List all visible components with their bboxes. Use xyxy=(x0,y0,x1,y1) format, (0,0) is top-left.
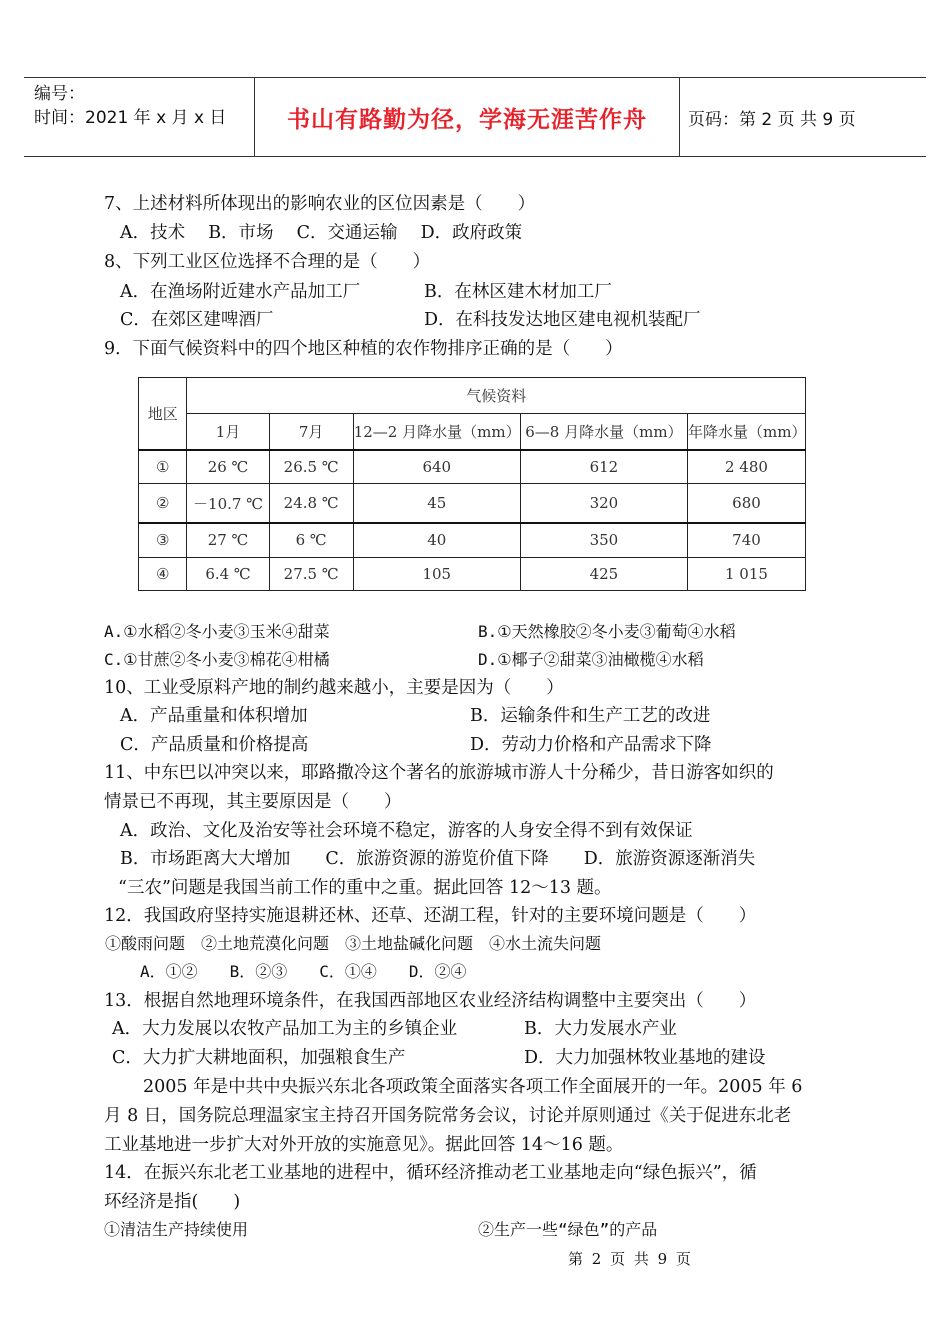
header-region: 地区 xyxy=(139,378,187,450)
q14-item-1: ①清洁生产持续使用 xyxy=(104,1220,249,1239)
q13-option-b: B．大力发展水产业 xyxy=(524,1019,677,1039)
col-header: 6—8 月降水量（mm） xyxy=(520,414,687,450)
table-cell: 640 xyxy=(353,450,520,484)
q9-option-a: A.①水稻②冬小麦③玉米④甜菜 xyxy=(104,622,330,641)
q14-stem-2: 环经济是指( ) xyxy=(104,1192,241,1212)
intro-14-16-line1: 2005 年是中共中央振兴东北各项政策全面落实各项工作全面展开的一年。2005 年 6 xyxy=(143,1077,803,1097)
table-cell: 27.5 ℃ xyxy=(269,557,353,590)
table-cell: 27 ℃ xyxy=(187,523,269,557)
table-cell: 350 xyxy=(520,523,687,557)
table-cell: 40 xyxy=(353,523,520,557)
q9-stem: 9．下面气候资料中的四个地区种植的农作物排序正确的是（ ） xyxy=(104,339,623,359)
col-header: 7月 xyxy=(269,414,353,450)
table-cell: 45 xyxy=(353,484,520,523)
motto: 书山有路勤为径，学海无涯苦作舟 xyxy=(254,78,680,156)
table-cell: 425 xyxy=(520,557,687,590)
q10-option-c: C．产品质量和价格提高 xyxy=(120,735,309,755)
q10-stem: 10、工业受原料产地的制约越来越小，主要是因为（ ） xyxy=(104,678,564,698)
table-cell: 740 xyxy=(687,523,805,557)
table-cell: ② xyxy=(139,484,187,523)
table-cell: －10.7 ℃ xyxy=(187,484,269,523)
page-header xyxy=(24,77,926,157)
header-left xyxy=(34,82,226,130)
q13-option-d: D．大力加强林牧业基地的建设 xyxy=(524,1048,766,1068)
col-header: 年降水量（mm） xyxy=(687,414,805,450)
q8-stem: 8、下列工业区位选择不合理的是（ ） xyxy=(104,252,431,272)
q11-stem-1: 11、中东巴以冲突以来，耶路撒冷这个著名的旅游城市游人十分稀少，昔日游客如织的 xyxy=(104,763,774,783)
q13-stem: 13．根据自然地理环境条件，在我国西部地区农业经济结构调整中主要突出（ ） xyxy=(104,991,757,1011)
intro-12-13: “三农”问题是我国当前工作的重中之重。据此回答 12～13 题。 xyxy=(118,878,612,898)
table-row xyxy=(139,450,806,484)
table-cell: 6 ℃ xyxy=(269,523,353,557)
q10-option-a: A．产品重量和体积增加 xyxy=(120,706,308,726)
q13-option-a: A．大力发展以农牧产品加工为主的乡镇企业 xyxy=(112,1019,458,1039)
number-label: 编号： xyxy=(34,84,85,104)
q9-option-d: D.①椰子②甜菜③油橄榄④水稻 xyxy=(478,650,704,669)
q12-stem: 12．我国政府坚持实施退耕还林、还草、还湖工程，针对的主要环境问题是（ ） xyxy=(104,906,757,926)
q7-stem: 7、上述材料所体现出的影响农业的区位因素是（ ） xyxy=(104,194,536,214)
q10-option-b: B．运输条件和生产工艺的改进 xyxy=(470,706,711,726)
table-cell: ③ xyxy=(139,523,187,557)
table-row xyxy=(139,557,806,590)
q13-option-c: C．大力扩大耕地面积，加强粮食生产 xyxy=(112,1048,406,1068)
q14-stem-1: 14．在振兴东北老工业基地的进程中，循环经济推动老工业基地走向“绿色振兴”，循 xyxy=(104,1163,757,1183)
table-row xyxy=(139,523,806,557)
q14-item-2: ②生产一些“绿色”的产品 xyxy=(478,1220,658,1239)
q9-option-c: C.①甘蔗②冬小麦③棉花④柑橘 xyxy=(104,650,330,669)
intro-14-16-line3: 工业基地进一步扩大对外开放的实施意见》。据此回答 14～16 题。 xyxy=(104,1135,624,1155)
q11-option-a: A．政治、文化及治安等社会环境不稳定，游客的人身安全得不到有效保证 xyxy=(120,821,693,841)
header-climate-data: 气候资料 xyxy=(187,378,806,414)
table-cell: 6.4 ℃ xyxy=(187,557,269,590)
table-cell: 26.5 ℃ xyxy=(269,450,353,484)
table-cell: 24.8 ℃ xyxy=(269,484,353,523)
table-cell: ④ xyxy=(139,557,187,590)
q11-options-bcd: B．市场距离大大增加 C．旅游资源的游览价值下降 D．旅游资源逐渐消失 xyxy=(120,849,756,869)
q12-options: A．①② B．②③ C．①④ D．②④ xyxy=(140,962,467,981)
q12-items: ①酸雨问题 ②土地荒漠化问题 ③土地盐碱化问题 ④水土流失问题 xyxy=(105,934,602,953)
time-label: 时间：2021 年 x 月 x 日 xyxy=(34,108,227,128)
table-cell: 1 015 xyxy=(687,557,805,590)
q9-option-b: B.①天然橡胶②冬小麦③葡萄④水稻 xyxy=(478,622,736,641)
col-header: 1月 xyxy=(187,414,269,450)
q8-option-d: D．在科技发达地区建电视机装配厂 xyxy=(424,310,701,330)
q10-option-d: D．劳动力价格和产品需求下降 xyxy=(470,735,712,755)
table-cell: 680 xyxy=(687,484,805,523)
q8-option-c: C．在郊区建啤酒厂 xyxy=(120,310,274,330)
q7-options: A．技术 B．市场 C．交通运输 D．政府政策 xyxy=(120,223,523,243)
page-label: 页码：第 2 页 共 9 页 xyxy=(688,110,856,130)
q11-stem-2: 情景已不再现，其主要原因是（ ） xyxy=(104,792,402,812)
table-cell: 2 480 xyxy=(687,450,805,484)
table-cell: ① xyxy=(139,450,187,484)
col-header: 12—2 月降水量（mm） xyxy=(353,414,520,450)
table-cell: 320 xyxy=(520,484,687,523)
climate-table xyxy=(138,377,806,591)
table-cell: 612 xyxy=(520,450,687,484)
q8-option-a: A．在渔场附近建水产品加工厂 xyxy=(120,282,361,302)
table-cell: 105 xyxy=(353,557,520,590)
q8-option-b: B．在林区建木材加工厂 xyxy=(424,282,612,302)
table-cell: 26 ℃ xyxy=(187,450,269,484)
table-row xyxy=(139,484,806,523)
intro-14-16-line2: 月 8 日，国务院总理温家宝主持召开国务院常务会议，讨论并原则通过《关于促进东北老 xyxy=(104,1106,792,1126)
page-footer: 第 2 页 共 9 页 xyxy=(568,1250,693,1268)
